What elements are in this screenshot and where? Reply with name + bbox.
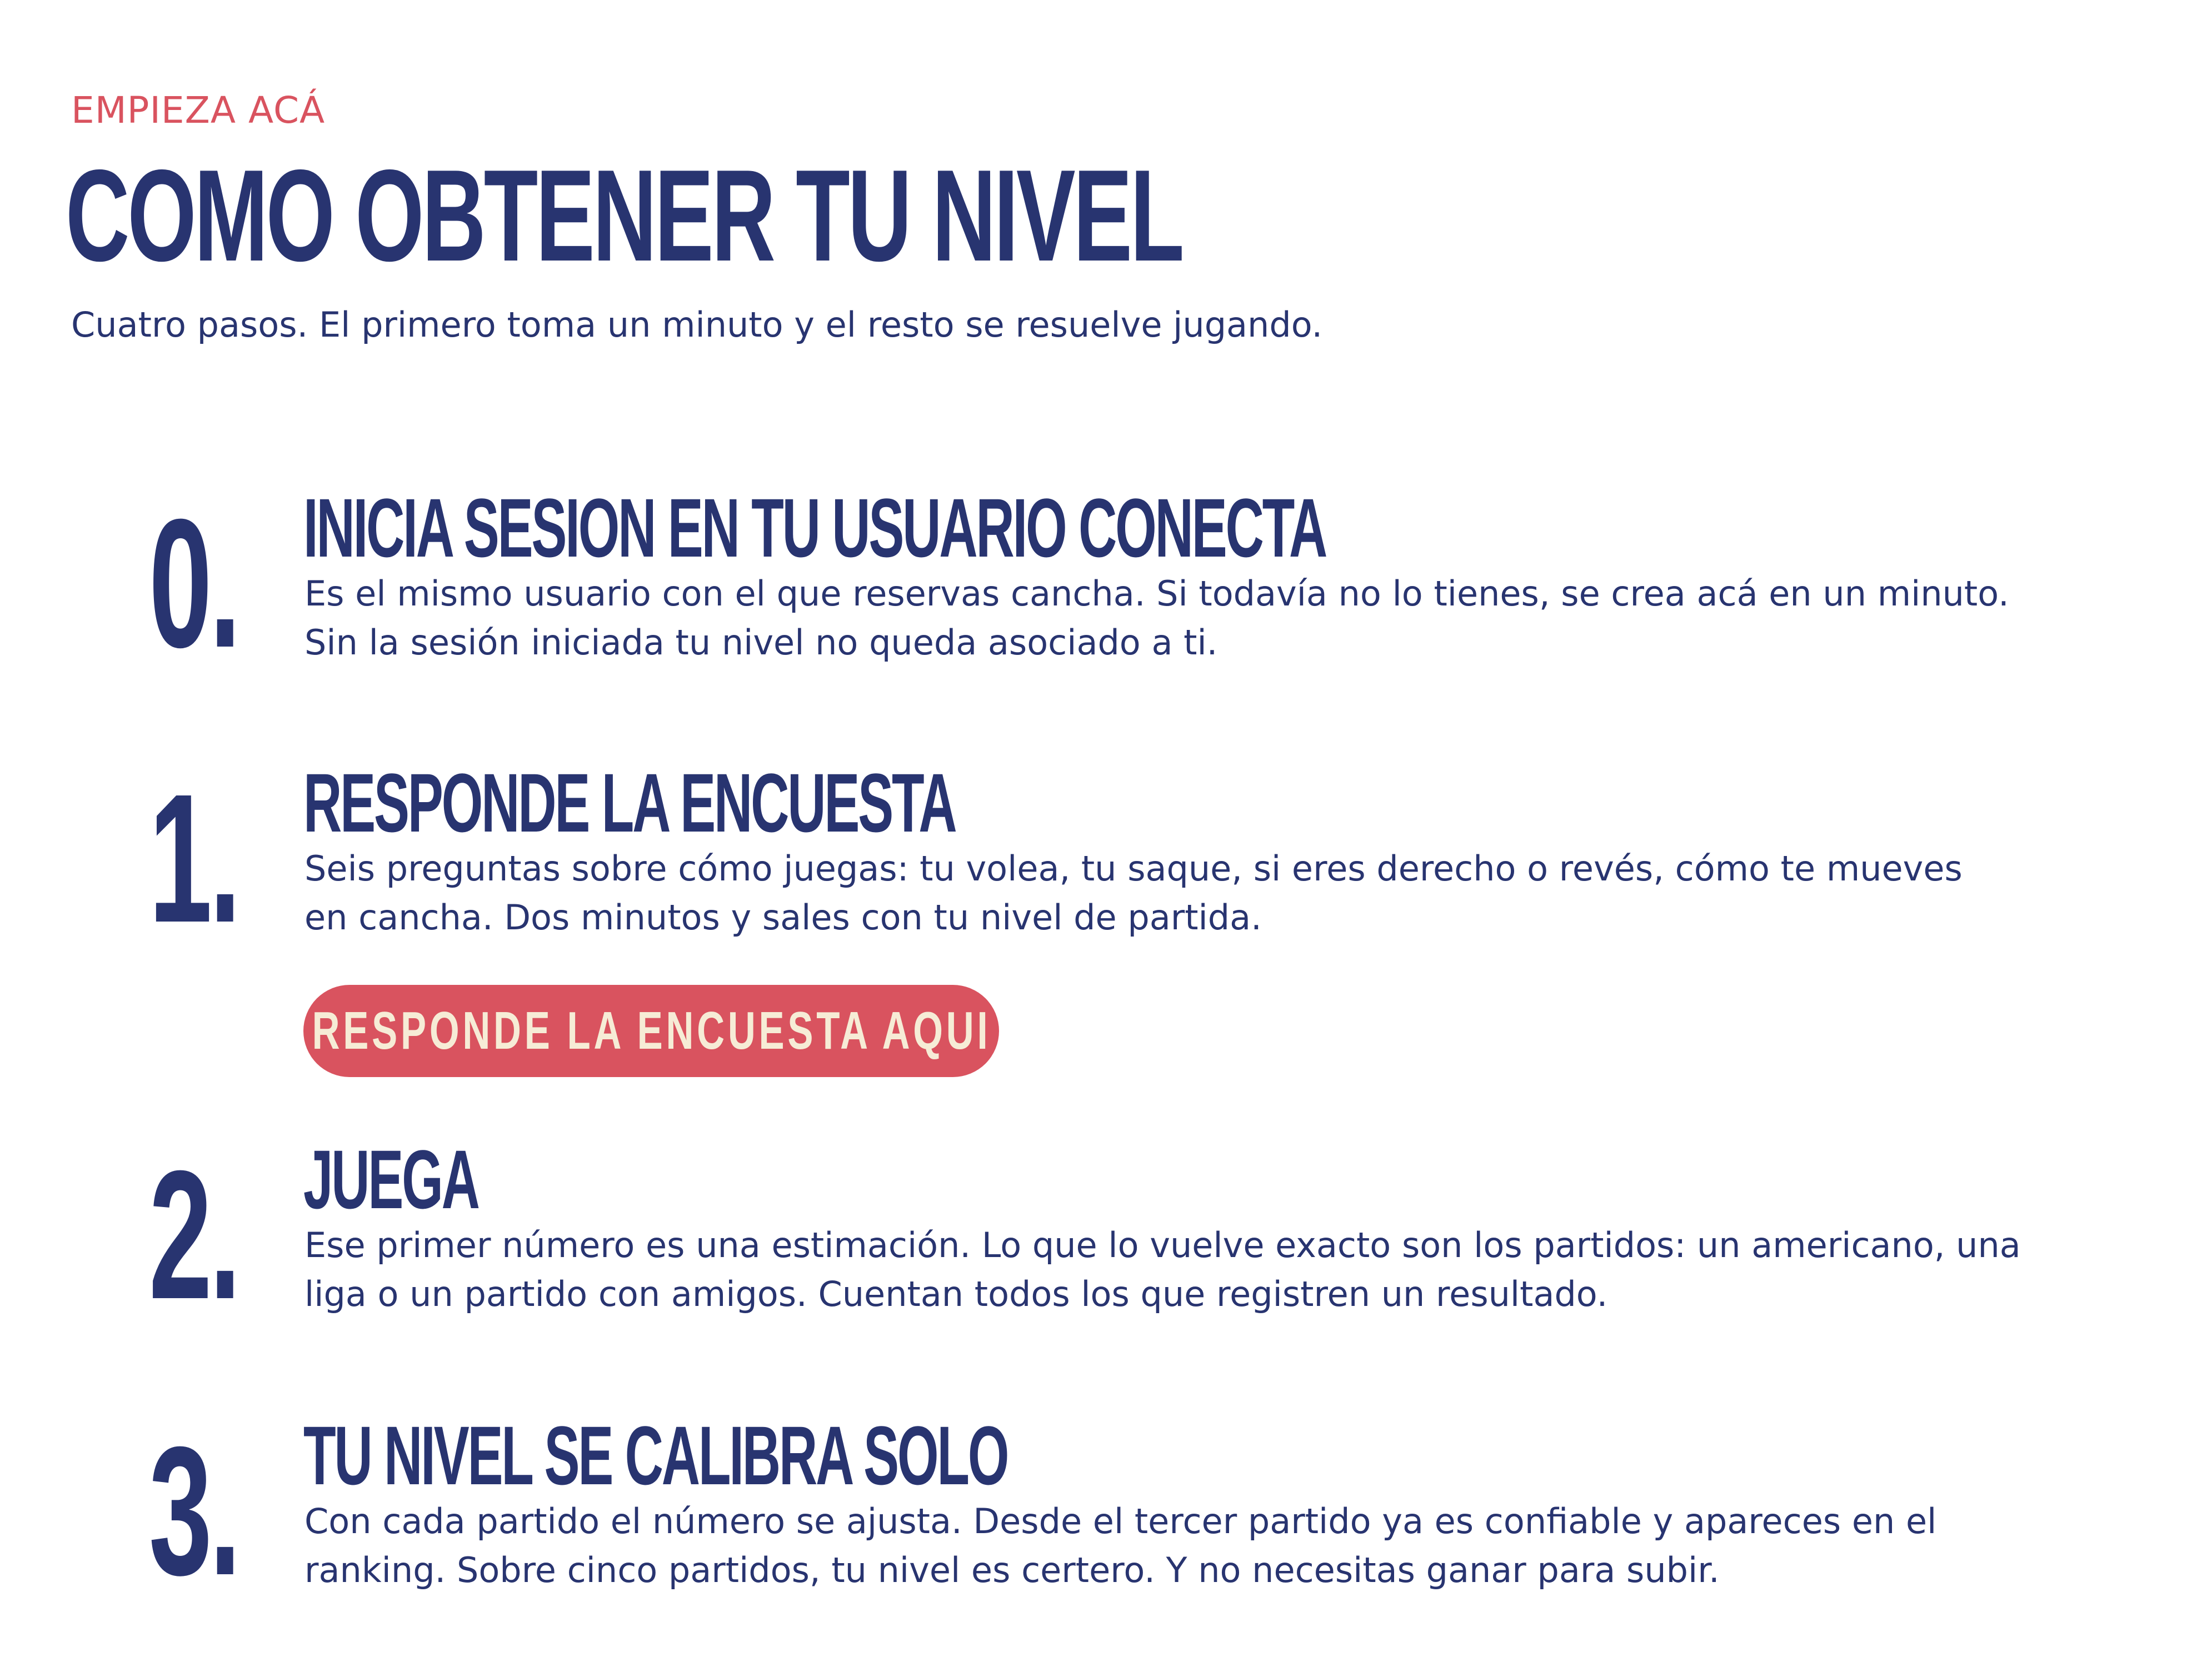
step-number: 3. [149,1408,238,1613]
step-description [304,569,2083,667]
step-description-line: Con cada partido el número se ajusta. Desde el tercer partido ya es confiable y apareces en el [304,1501,1937,1541]
eyebrow-label: EMPIEZA ACÁ [71,89,326,132]
step-title: RESPONDE LA ENCUESTA [303,756,956,849]
step-description-line: liga o un partido con amigos. Cuentan todos los que registren un resultado. [304,1274,1608,1314]
step-title: INICIA SESION EN TU USUARIO CONECTA [303,481,1326,574]
step-description [304,844,2083,942]
step-description-line: ranking. Sobre cinco partidos, tu nivel es certero. Y no necesitas ganar para subir. [304,1550,1720,1590]
step-title: JUEGA [303,1133,478,1226]
step-description-line: en cancha. Dos minutos y sales con tu nivel de partida. [304,897,1262,938]
page-subtitle: Cuatro pasos. El primero toma un minuto y el resto se resuelve jugando. [71,304,1323,345]
step-number: 1. [149,755,238,960]
page-title: COMO OBTENER TU NIVEL [66,142,1182,288]
step-description-line: Ese primer número es una estimación. Lo que lo vuelve exacto son los partidos: un americano, una [304,1225,2021,1265]
survey-button[interactable] [303,985,999,1077]
step-description-line: Sin la sesión iniciada tu nivel no queda asociado a ti. [304,622,1218,663]
step-description-line: Seis preguntas sobre cómo juegas: tu volea, tu saque, si eres derecho o revés, cómo te mueves [304,848,1963,889]
step-number: 0. [149,480,238,685]
step-number: 2. [149,1132,238,1337]
step-description [304,1221,2083,1319]
step-description-line: Es el mismo usuario con el que reservas cancha. Si todavía no lo tienes, se crea acá en un minuto. [304,573,2009,614]
step-description [304,1497,2083,1595]
survey-button-label: RESPONDE LA ENCUESTA AQUI [312,1001,991,1060]
step-title: TU NIVEL SE CALIBRA SOLO [303,1409,1008,1502]
